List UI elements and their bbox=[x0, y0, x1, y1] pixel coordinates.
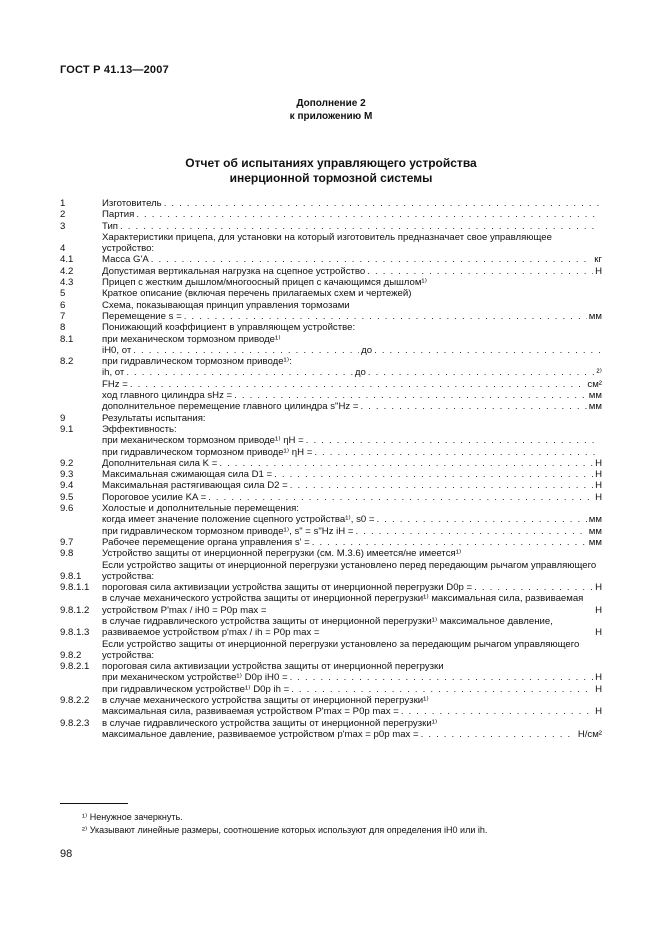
report-title-line-2: инерционной тормозной системы bbox=[229, 171, 433, 185]
item-label: при гидравлическом тормозном приводе¹⁾: bbox=[102, 356, 292, 368]
report-row bbox=[60, 514, 602, 525]
item-unit: Н bbox=[595, 683, 602, 695]
item-label: Перемещение s = bbox=[102, 310, 182, 322]
item-unit: Н bbox=[595, 491, 602, 503]
dot-leader bbox=[133, 345, 359, 356]
report-row bbox=[60, 616, 602, 639]
item-unit: см² bbox=[587, 378, 602, 390]
report-row bbox=[60, 379, 602, 390]
item-label: Холостые и дополнительные перемещения: bbox=[102, 503, 299, 515]
item-label: при механическом тормозном приводе¹⁾ ηH = bbox=[102, 435, 304, 447]
item-label: в случае гидравлического устройства защиты от инерционной перегрузки¹⁾ максимальное давление, развиваемое устройством p'max / ih = P0p max = bbox=[102, 615, 553, 639]
item-number: 9.8.2.2 bbox=[60, 695, 90, 707]
report-row bbox=[60, 548, 602, 559]
item-label: Рабочее перемещение органа управления s' = bbox=[102, 536, 310, 548]
item-label: Максимальная растягивающая сила D2 = bbox=[102, 480, 288, 492]
report-row bbox=[60, 706, 602, 717]
item-number: 4.1 bbox=[60, 254, 74, 266]
item-number: 6 bbox=[60, 299, 66, 311]
report-row bbox=[60, 492, 602, 503]
item-label: FHz = bbox=[102, 378, 128, 390]
item-label: Если устройство защиты от инерционной перегрузки установлено за передающим рычагом управляющего устройства: bbox=[102, 638, 580, 661]
report-row bbox=[60, 254, 602, 265]
report-row bbox=[60, 718, 602, 729]
dot-leader bbox=[151, 254, 593, 265]
dot-leader bbox=[401, 706, 593, 717]
item-label: Дополнительная сила K = bbox=[102, 457, 218, 469]
range-to-label: до bbox=[354, 367, 366, 379]
item-unit: Н bbox=[595, 582, 602, 594]
item-label: в случае гидравлического устройства защиты от инерционной перегрузки¹⁾ bbox=[102, 717, 438, 729]
item-unit: кг bbox=[594, 254, 602, 266]
report-row bbox=[60, 480, 602, 491]
item-number: 9.4 bbox=[60, 480, 74, 492]
report-row bbox=[60, 266, 602, 277]
report-row bbox=[60, 582, 602, 593]
dot-leader bbox=[306, 435, 600, 446]
item-label: Прицеп с жестким дышлом/многоосный прицеп с качающимся дышлом¹⁾ bbox=[102, 277, 427, 289]
item-unit: мм bbox=[588, 310, 602, 322]
dot-leader bbox=[367, 266, 593, 277]
supplement-subtitle: к приложению М bbox=[289, 111, 373, 122]
item-label: в случае механического устройства защиты от инерционной перегрузки¹⁾ максимальная сила, развиваемая устройством P'max / iH0 = P0p max = bbox=[102, 593, 584, 616]
dot-leader bbox=[360, 401, 586, 412]
dot-leader bbox=[184, 311, 587, 322]
item-unit: Н bbox=[595, 604, 602, 616]
item-unit: мм bbox=[588, 390, 602, 402]
item-number: 8.1 bbox=[60, 333, 74, 345]
item-label: ih, от bbox=[102, 367, 125, 379]
item-number: 1 bbox=[60, 198, 66, 209]
item-unit: Н bbox=[595, 469, 602, 481]
range-to-label: до bbox=[361, 344, 373, 356]
report-row bbox=[60, 424, 602, 435]
dot-leader bbox=[374, 345, 600, 356]
report-row bbox=[60, 232, 602, 255]
report-row bbox=[60, 672, 602, 683]
report-row bbox=[60, 221, 602, 232]
item-label: при гидравлическом тормозном приводе¹⁾, s" = s"Hz iH = bbox=[102, 525, 354, 537]
item-number: 4 bbox=[60, 243, 66, 255]
item-unit: Н bbox=[595, 265, 602, 277]
item-label: максимальная сила, развиваемая устройством P'max = P0p max = bbox=[102, 706, 399, 718]
report-row bbox=[60, 661, 602, 672]
item-label: Схема, показывающая принцип управления тормозами bbox=[102, 299, 350, 311]
item-number: 9.8.1.1 bbox=[60, 582, 90, 594]
report-row bbox=[60, 356, 602, 367]
report-row bbox=[60, 300, 602, 311]
report-row bbox=[60, 458, 602, 469]
item-label: Характеристики прицепа, для установки на который изготовитель предназначает свое управляющее устройство: bbox=[102, 231, 552, 255]
dot-leader bbox=[474, 582, 593, 593]
item-label: Результаты испытания: bbox=[102, 412, 206, 424]
report-row bbox=[60, 537, 602, 548]
report-row bbox=[60, 401, 602, 412]
dot-leader bbox=[219, 458, 593, 469]
item-label: в случае механического устройства защиты от инерционной перегрузки¹⁾ bbox=[102, 695, 429, 707]
item-label: при механическом устройстве¹⁾ D0p iH0 = bbox=[102, 672, 288, 684]
item-unit: Н/см² bbox=[577, 728, 602, 740]
item-number: 3 bbox=[60, 220, 66, 232]
item-number: 9.8.1.2 bbox=[60, 604, 90, 616]
dot-leader bbox=[120, 221, 600, 232]
report-row bbox=[60, 435, 602, 446]
report-row bbox=[60, 695, 602, 706]
item-unit: Н bbox=[595, 480, 602, 492]
dot-leader bbox=[377, 514, 587, 525]
dot-leader bbox=[208, 492, 593, 503]
item-label: при гидравлическом устройстве¹⁾ D0p ih = bbox=[102, 683, 290, 695]
item-label: дополнительное перемещение главного цилиндра s"Hz = bbox=[102, 401, 359, 413]
report-row bbox=[60, 413, 602, 424]
report-row bbox=[60, 288, 602, 299]
item-unit: мм bbox=[588, 536, 602, 548]
item-label: Краткое описание (включая перечень прилагаемых схем и чертежей) bbox=[102, 288, 412, 300]
item-number: 9.8.1.3 bbox=[60, 627, 90, 639]
item-label: максимальное давление, развиваемое устройством p'max = p0p max = bbox=[102, 728, 419, 740]
report-title-line-1: Отчет об испытаниях управляющего устройства bbox=[185, 156, 477, 170]
report-row bbox=[60, 560, 602, 583]
item-number: 9.8.2.1 bbox=[60, 661, 90, 673]
footnote-divider bbox=[60, 803, 128, 804]
dot-leader bbox=[312, 537, 587, 548]
item-unit: Н bbox=[595, 706, 602, 718]
item-number: 9.2 bbox=[60, 457, 74, 469]
item-label: при гидравлическом тормозном приводе¹⁾ ηH = bbox=[102, 446, 313, 458]
footnote-2: ²⁾ Указывают линейные размеры, соотношение которых используют для определения iH0 или ih. bbox=[82, 825, 488, 835]
report-row bbox=[60, 311, 602, 322]
report-row bbox=[60, 345, 602, 356]
item-number: 9.8.1 bbox=[60, 570, 82, 582]
supplement-title: Дополнение 2 bbox=[296, 98, 366, 109]
item-number: 9.8 bbox=[60, 548, 74, 560]
item-label: Понижающий коэффициент в управляющем устройстве: bbox=[102, 322, 356, 334]
item-unit: Н bbox=[595, 457, 602, 469]
item-unit: Н bbox=[595, 672, 602, 684]
report-row bbox=[60, 503, 602, 514]
dot-leader bbox=[356, 526, 587, 537]
item-label: Эффективность: bbox=[102, 423, 177, 435]
page-number: 98 bbox=[60, 848, 73, 860]
report-row bbox=[60, 639, 602, 662]
item-label: когда имеет значение положение сцепного устройства¹⁾, s0 = bbox=[102, 514, 375, 526]
item-number: 9.6 bbox=[60, 503, 74, 515]
dot-leader bbox=[126, 367, 353, 378]
item-number: 9.5 bbox=[60, 491, 74, 503]
report-items bbox=[60, 198, 602, 740]
item-label: пороговая сила активизации устройства защиты от инерционной перегрузки bbox=[102, 661, 444, 673]
item-label: Пороговое усилие KA = bbox=[102, 491, 207, 503]
dot-leader bbox=[290, 480, 593, 491]
item-number: 8.2 bbox=[60, 356, 74, 368]
dot-leader bbox=[290, 672, 594, 683]
dot-leader bbox=[130, 379, 586, 390]
report-row bbox=[60, 277, 602, 288]
item-label: Тип bbox=[102, 220, 118, 232]
item-unit: ²⁾ bbox=[596, 367, 602, 379]
report-row bbox=[60, 684, 602, 695]
item-number: 2 bbox=[60, 209, 66, 221]
item-label: ход главного цилиндра sHz = bbox=[102, 390, 233, 402]
item-number: 9.1 bbox=[60, 423, 74, 435]
report-row bbox=[60, 367, 602, 378]
item-number: 4.2 bbox=[60, 265, 74, 277]
report-row bbox=[60, 447, 602, 458]
document-header: ГОСТ Р 41.13—2007 bbox=[60, 64, 169, 76]
dot-leader bbox=[291, 684, 593, 695]
item-number: 9 bbox=[60, 412, 66, 424]
report-row bbox=[60, 593, 602, 616]
item-unit: Н bbox=[595, 627, 602, 639]
item-number: 9.8.2.3 bbox=[60, 717, 90, 729]
item-number: 5 bbox=[60, 288, 66, 300]
item-number: 7 bbox=[60, 310, 66, 322]
item-label: iH0, от bbox=[102, 344, 132, 356]
report-row bbox=[60, 390, 602, 401]
item-unit: мм bbox=[588, 514, 602, 526]
dot-leader bbox=[314, 447, 600, 458]
report-row bbox=[60, 729, 602, 740]
item-label: Максимальная сжимающая сила D1 = bbox=[102, 469, 273, 481]
item-label: Допустимая вертикальная нагрузка на сцепное устройство bbox=[102, 265, 366, 277]
dot-leader bbox=[234, 390, 587, 401]
item-label: Партия bbox=[102, 209, 135, 221]
item-label: при механическом тормозном приводе¹⁾ bbox=[102, 333, 281, 345]
report-row bbox=[60, 334, 602, 345]
item-label: Устройство защиты от инерционной перегрузки (см. М.3.6) имеется/не имеется¹⁾ bbox=[102, 548, 462, 560]
item-number: 4.3 bbox=[60, 277, 74, 289]
report-row bbox=[60, 322, 602, 333]
item-label: Масса G'A bbox=[102, 254, 149, 266]
dot-leader bbox=[421, 729, 576, 740]
dot-leader bbox=[164, 198, 600, 209]
item-number: 9.3 bbox=[60, 469, 74, 481]
item-unit: мм bbox=[588, 525, 602, 537]
report-row bbox=[60, 526, 602, 537]
dot-leader bbox=[136, 209, 600, 220]
report-row bbox=[60, 209, 602, 220]
footnote-1: ¹⁾ Ненужное зачеркнуть. bbox=[82, 812, 183, 822]
report-row bbox=[60, 469, 602, 480]
item-label: Если устройство защиты от инерционной перегрузки установлено перед передающим рычагом управляющего устройства: bbox=[102, 559, 597, 582]
item-number: 9.8.2 bbox=[60, 649, 82, 661]
item-label: пороговая сила активизации устройства защиты от инерционной перегрузки D0p = bbox=[102, 582, 473, 594]
item-number: 9.7 bbox=[60, 536, 74, 548]
item-unit: мм bbox=[588, 401, 602, 413]
item-number: 8 bbox=[60, 322, 66, 334]
report-row bbox=[60, 198, 602, 209]
dot-leader bbox=[274, 469, 593, 480]
item-label: Изготовитель bbox=[102, 198, 162, 209]
dot-leader bbox=[368, 367, 595, 378]
